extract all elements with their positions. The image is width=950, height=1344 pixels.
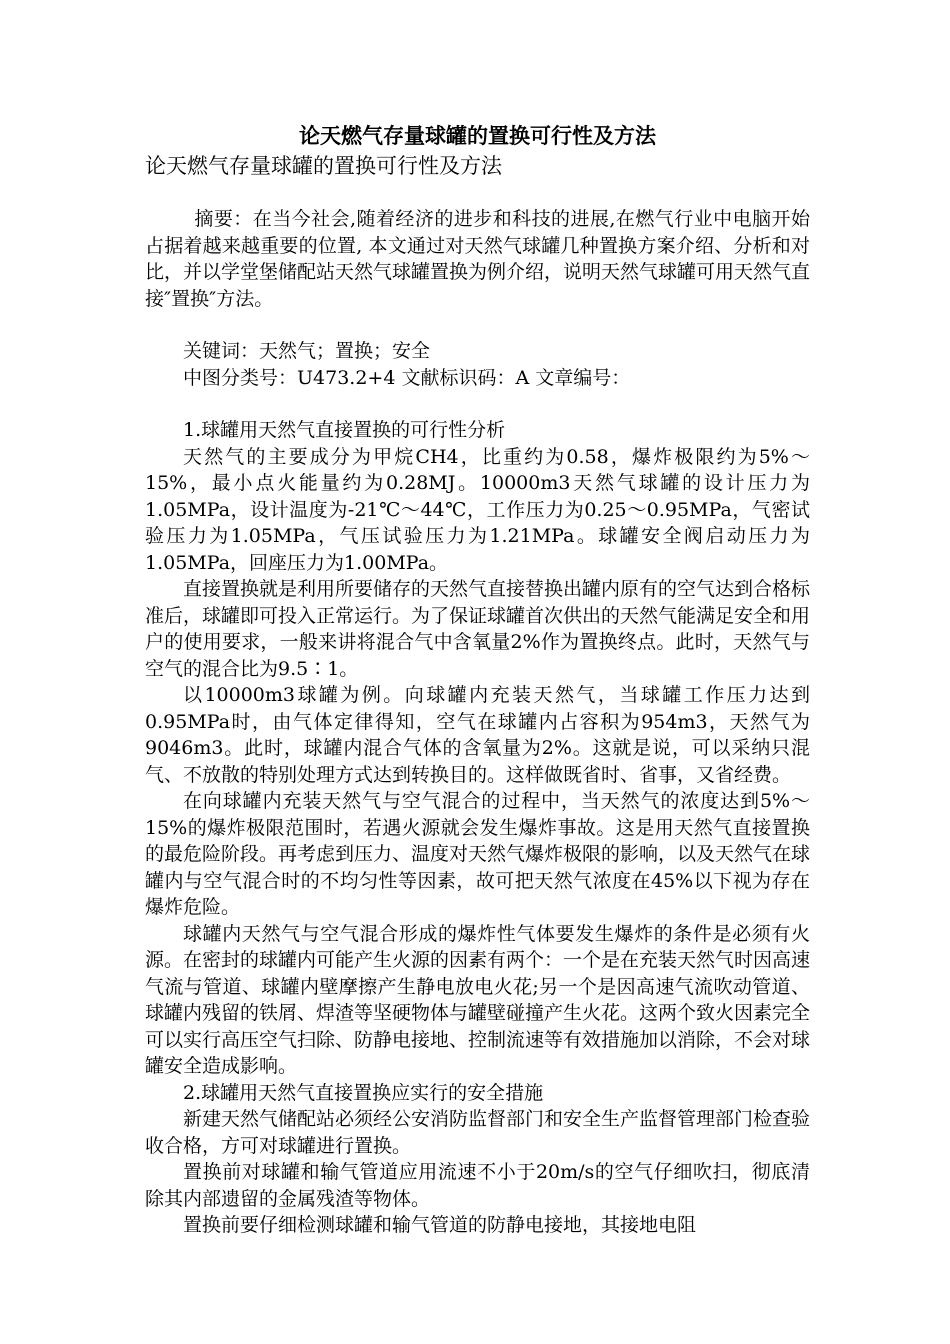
spacer: [145, 312, 810, 338]
body-paragraph: 直接置换就是利用所要储存的天然气直接替换出罐内原有的空气达到合格标准后，球罐即可投入正常运行。为了保证球罐首次供出的天然气能满足安全和用户的使用要求，一般来讲将混合气中含氧量2%作为置换终点。此时，天然气与空气的混合比为9.5∶1。: [145, 578, 811, 680]
section2-heading: 2.球罐用天然气直接置换应实行的安全措施: [183, 1081, 544, 1104]
abstract-paragraph: 摘要：在当今社会,随着经济的进步和科技的进展,在燃气行业中电脑开始占据着越来越重要的位置, 本文通过对天然气球罐几种置换方案介绍、分析和对比，并以学堂堡储配站天然气球罐置换为例介绍，说明天然气球罐可用天然气直接″置换″方法。: [145, 208, 811, 310]
keywords-line: 关键词：天然气；置换；安全: [183, 340, 431, 362]
body-paragraph: 以10000m3球罐为例。向球罐内充装天然气，当球罐工作压力达到0.95MPa时，由气体定律得知，空气在球罐内占容积为954m3，天然气为9046m3。此时，球罐内混合气体的含氧量为2%。这就是说，可以采纳只混气、不放散的特别处理方式达到转换目的。这样做既省时、省事，又省经费。: [145, 684, 810, 786]
spacer: [145, 391, 810, 417]
classification-line: 中图分类号：U473.2+4 文献标识码：A 文章编号：: [183, 366, 631, 389]
body-paragraph: 置换前对球罐和输气管道应用流速不小于20m/s的空气仔细吹扫，彻底清除其内部遗留的金属残渣等物体。: [145, 1161, 810, 1210]
section1-heading: 1.球罐用天然气直接置换的可行性分析: [183, 419, 506, 441]
body-paragraph: 新建天然气储配站必须经公安消防监督部门和安全生产监督管理部门检查验收合格，方可对球罐进行置换。: [145, 1108, 811, 1157]
body-paragraph: 置换前要仔细检测球罐和输气管道的防静电接地，其接地电阻: [183, 1214, 697, 1236]
document-subtitle: 论天燃气存量球罐的置换可行性及方法: [145, 154, 502, 178]
document-title: 论天燃气存量球罐的置换可行性及方法: [299, 123, 656, 148]
document-page: [145, 120, 810, 1239]
body-paragraph: 在向球罐内充装天然气与空气混合的过程中，当天然气的浓度达到5%～15%的爆炸极限范围时，若遇火源就会发生爆炸事故。这是用天然气直接置换的最危险阶段。再考虑到压力、温度对天然气爆炸极限的影响，以及天然气在球罐内与空气混合时的不均匀性等因素，故可把天然气浓度在45%以下视为存在爆炸危险。: [145, 790, 811, 918]
body-paragraph: 球罐内天然气与空气混合形成的爆炸性气体要发生爆炸的条件是必须有火源。在密封的球罐内可能产生火源的因素有两个：一个是在充装天然气时因高速气流与管道、球罐内壁摩擦产生静电放电火花;另一个是因高速气流吹动管道、球罐内残留的铁屑、焊渣等坚硬物体与罐壁碰撞产生火花。这两个致火因素完全可以实行高压空气扫除、防静电接地、控制流速等有效措施加以消除，不会对球罐安全造成影响。: [145, 922, 811, 1077]
body-paragraph: 天然气的主要成分为甲烷CH4，比重约为0.58，爆炸极限约为5%～15%，最小点火能量约为0.28MJ。10000m3天然气球罐的设计压力为1.05MPa，设计温度为-21℃～44℃，工作压力为0.25～0.95MPa，气密试验压力为1.05MPa，气压试验压力为1.21MPa。球罐安全阀启动压力为1.05MPa，回座压力为1.00MPa。: [145, 445, 810, 574]
